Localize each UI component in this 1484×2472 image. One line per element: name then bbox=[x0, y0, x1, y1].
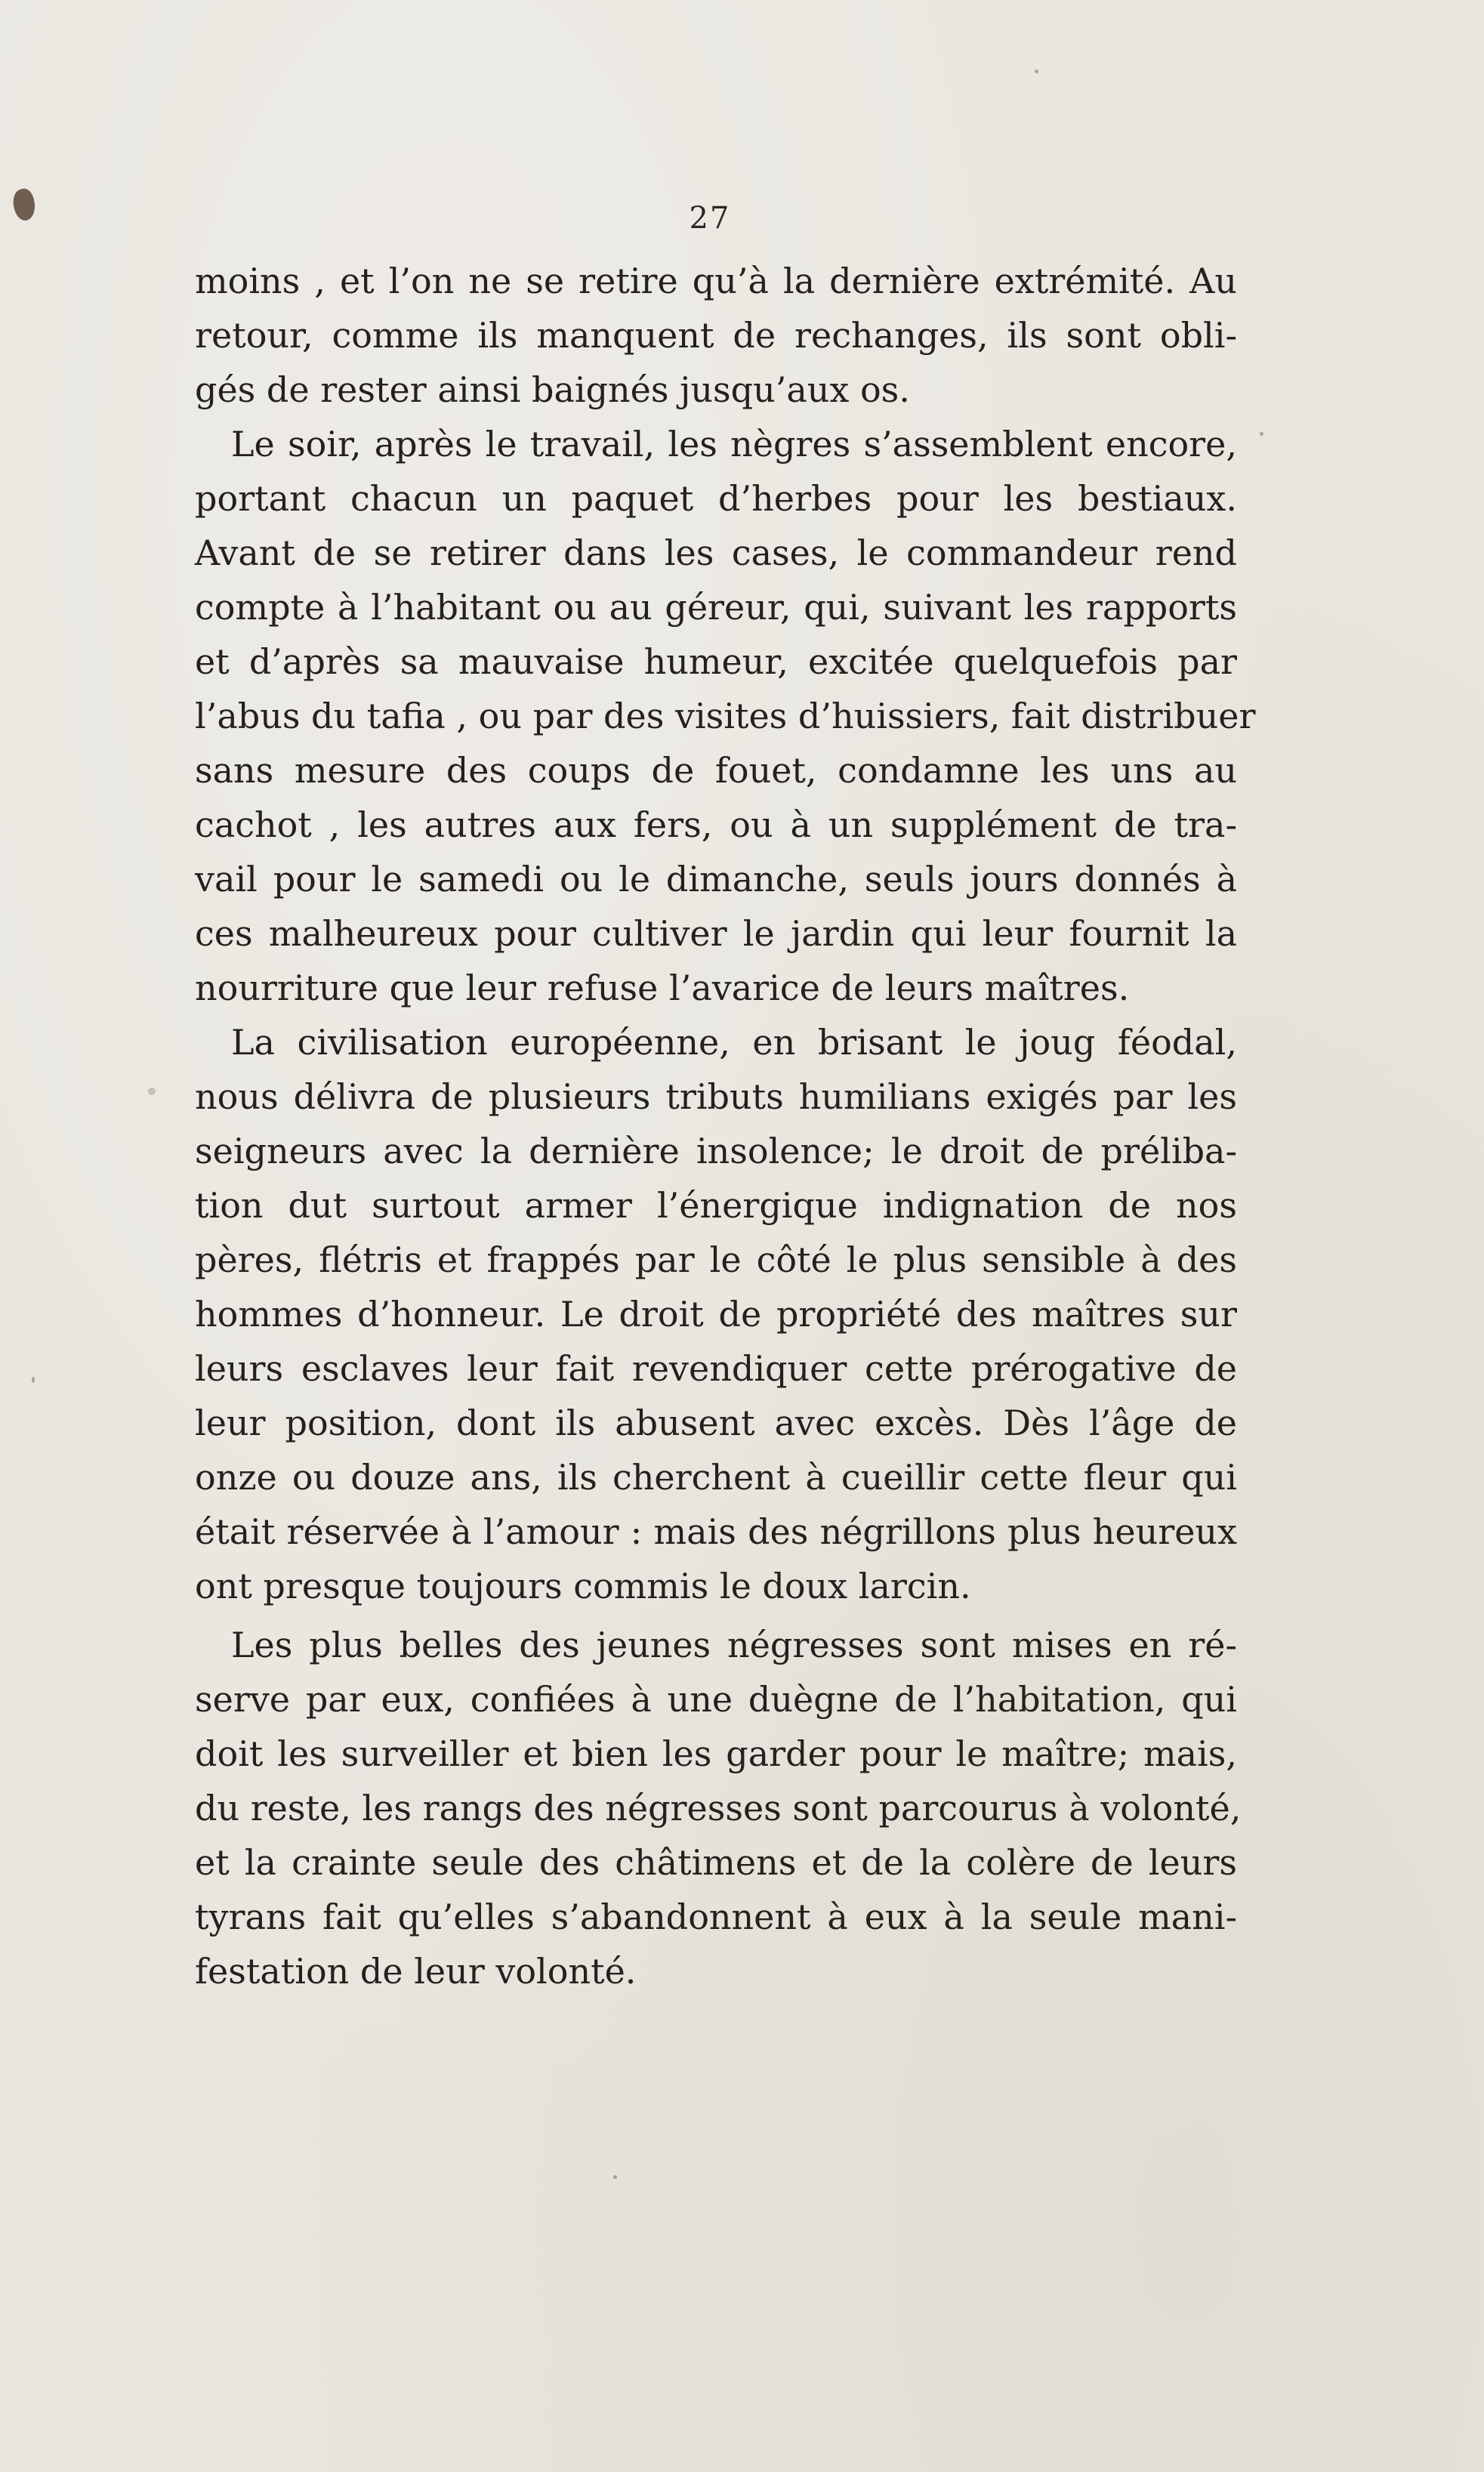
text-line: portant chacun un paquet d’herbes pour les bestiaux. bbox=[195, 478, 1237, 519]
text-line: était réservée à l’amour : mais des négrillons plus heureux bbox=[195, 1511, 1237, 1552]
paper-speck bbox=[1035, 69, 1038, 73]
text-line: cachot , les autres aux fers, ou à un supplément de tra- bbox=[195, 804, 1237, 845]
text-line: retour, comme ils manquent de rechanges, ils sont obli- bbox=[195, 315, 1237, 356]
text-line: Avant de se retirer dans les cases, le commandeur rend bbox=[195, 532, 1237, 573]
text-line: serve par eux, confiées à une duègne de l’habitation, qui bbox=[195, 1679, 1237, 1720]
paragraph bbox=[195, 1618, 1242, 1998]
page-number: 27 bbox=[689, 201, 731, 236]
text-line: nourriture que leur refuse l’avarice de leurs maîtres. bbox=[195, 968, 1130, 1008]
text-line: pères, flétris et frappés par le côté le plus sensible à des bbox=[195, 1239, 1237, 1280]
paper-speck bbox=[1260, 432, 1263, 436]
text-line: moins , et l’on ne se retire qu’à la dernière extrémité. Au bbox=[195, 261, 1237, 301]
text-line: sans mesure des coups de fouet, condamne les uns au bbox=[195, 750, 1237, 791]
text-line: ont presque toujours commis le doux larcin. bbox=[195, 1566, 971, 1606]
text-line: seigneurs avec la dernière insolence; le droit de préliba- bbox=[195, 1131, 1237, 1171]
text-line: et d’après sa mauvaise humeur, excitée quelquefois par bbox=[195, 641, 1237, 682]
text-line: doit les surveiller et bien les garder pour le maître; mais, bbox=[195, 1733, 1237, 1774]
paragraph bbox=[195, 254, 1237, 417]
binding-stain-mark bbox=[11, 187, 38, 223]
text-line: vail pour le samedi ou le dimanche, seuls jours donnés à bbox=[195, 859, 1237, 900]
text-line: ces malheureux pour cultiver le jardin qui leur fournit la bbox=[195, 913, 1237, 954]
text-line: leur position, dont ils abusent avec excès. Dès l’âge de bbox=[195, 1403, 1237, 1443]
paper-speck bbox=[613, 2175, 617, 2179]
paragraph bbox=[195, 417, 1256, 1015]
text-line: tion dut surtout armer l’énergique indignation de nos bbox=[195, 1185, 1237, 1226]
paper-speck bbox=[148, 1088, 156, 1095]
text-line: l’abus du tafia , ou par des visites d’huissiers, fait distribuer bbox=[195, 696, 1256, 736]
text-line: du reste, les rangs des négresses sont parcourus à volonté, bbox=[195, 1788, 1242, 1829]
text-line: La civilisation européenne, en brisant le joug féodal, bbox=[231, 1022, 1237, 1063]
body-text bbox=[195, 254, 1256, 1998]
text-line: Les plus belles des jeunes négresses sont mises en ré- bbox=[231, 1625, 1237, 1665]
text-line: festation de leur volonté. bbox=[195, 1951, 637, 1992]
paragraph bbox=[195, 1015, 1237, 1613]
text-line: hommes d’honneur. Le droit de propriété des maîtres sur bbox=[195, 1294, 1237, 1335]
text-line: leurs esclaves leur fait revendiquer cette prérogative de bbox=[195, 1348, 1237, 1389]
text-line: tyrans fait qu’elles s’abandonnent à eux à la seule mani- bbox=[195, 1896, 1237, 1937]
text-line: et la crainte seule des châtimens et de la colère de leurs bbox=[195, 1842, 1237, 1883]
text-line: gés de rester ainsi baignés jusqu’aux os. bbox=[195, 369, 910, 410]
text-line: onze ou douze ans, ils cherchent à cueillir cette fleur qui bbox=[195, 1457, 1237, 1498]
text-line: compte à l’habitant ou au géreur, qui, suivant les rapports bbox=[195, 587, 1237, 628]
text-line: nous délivra de plusieurs tributs humilians exigés par les bbox=[195, 1076, 1237, 1117]
paper-speck bbox=[32, 1377, 35, 1383]
text-line: Le soir, après le travail, les nègres s’assemblent encore, bbox=[231, 424, 1237, 464]
